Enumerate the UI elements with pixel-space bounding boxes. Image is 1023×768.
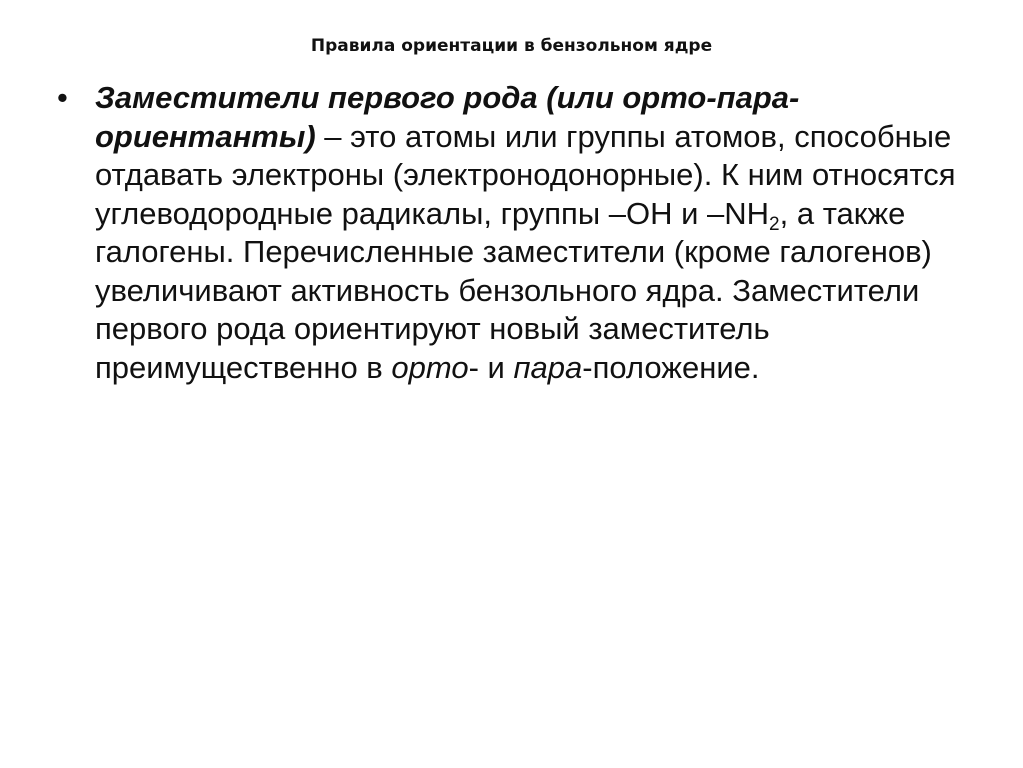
body-text-3: - и	[468, 349, 514, 385]
bullet-marker: •	[57, 80, 68, 115]
subscript-2: 2	[769, 213, 780, 235]
body-text-4: -положение.	[582, 349, 760, 385]
body-text-2: , а также галогены. Перечисленные заместители (кроме галогенов) увеличивают активность бензольного ядра. Заместители первого рода ориентируют новый заместитель преимущественно в	[95, 195, 932, 385]
ortho-italic: орто	[391, 349, 469, 385]
slide-title: Правила ориентации в бензольном ядре	[310, 36, 713, 56]
bullet-list	[0, 79, 1023, 387]
bullet-item	[0, 79, 1023, 387]
para-italic: пара	[513, 349, 583, 385]
term-bold-italic: Заместители первого рода (или орто-пара-ориентанты)	[95, 80, 800, 154]
body-text-1: – это атомы или группы атомов, способные отдавать электроны (электронодонорные). К ним относятся углеводородные радикалы, группы –ОН и –NH	[95, 118, 956, 231]
